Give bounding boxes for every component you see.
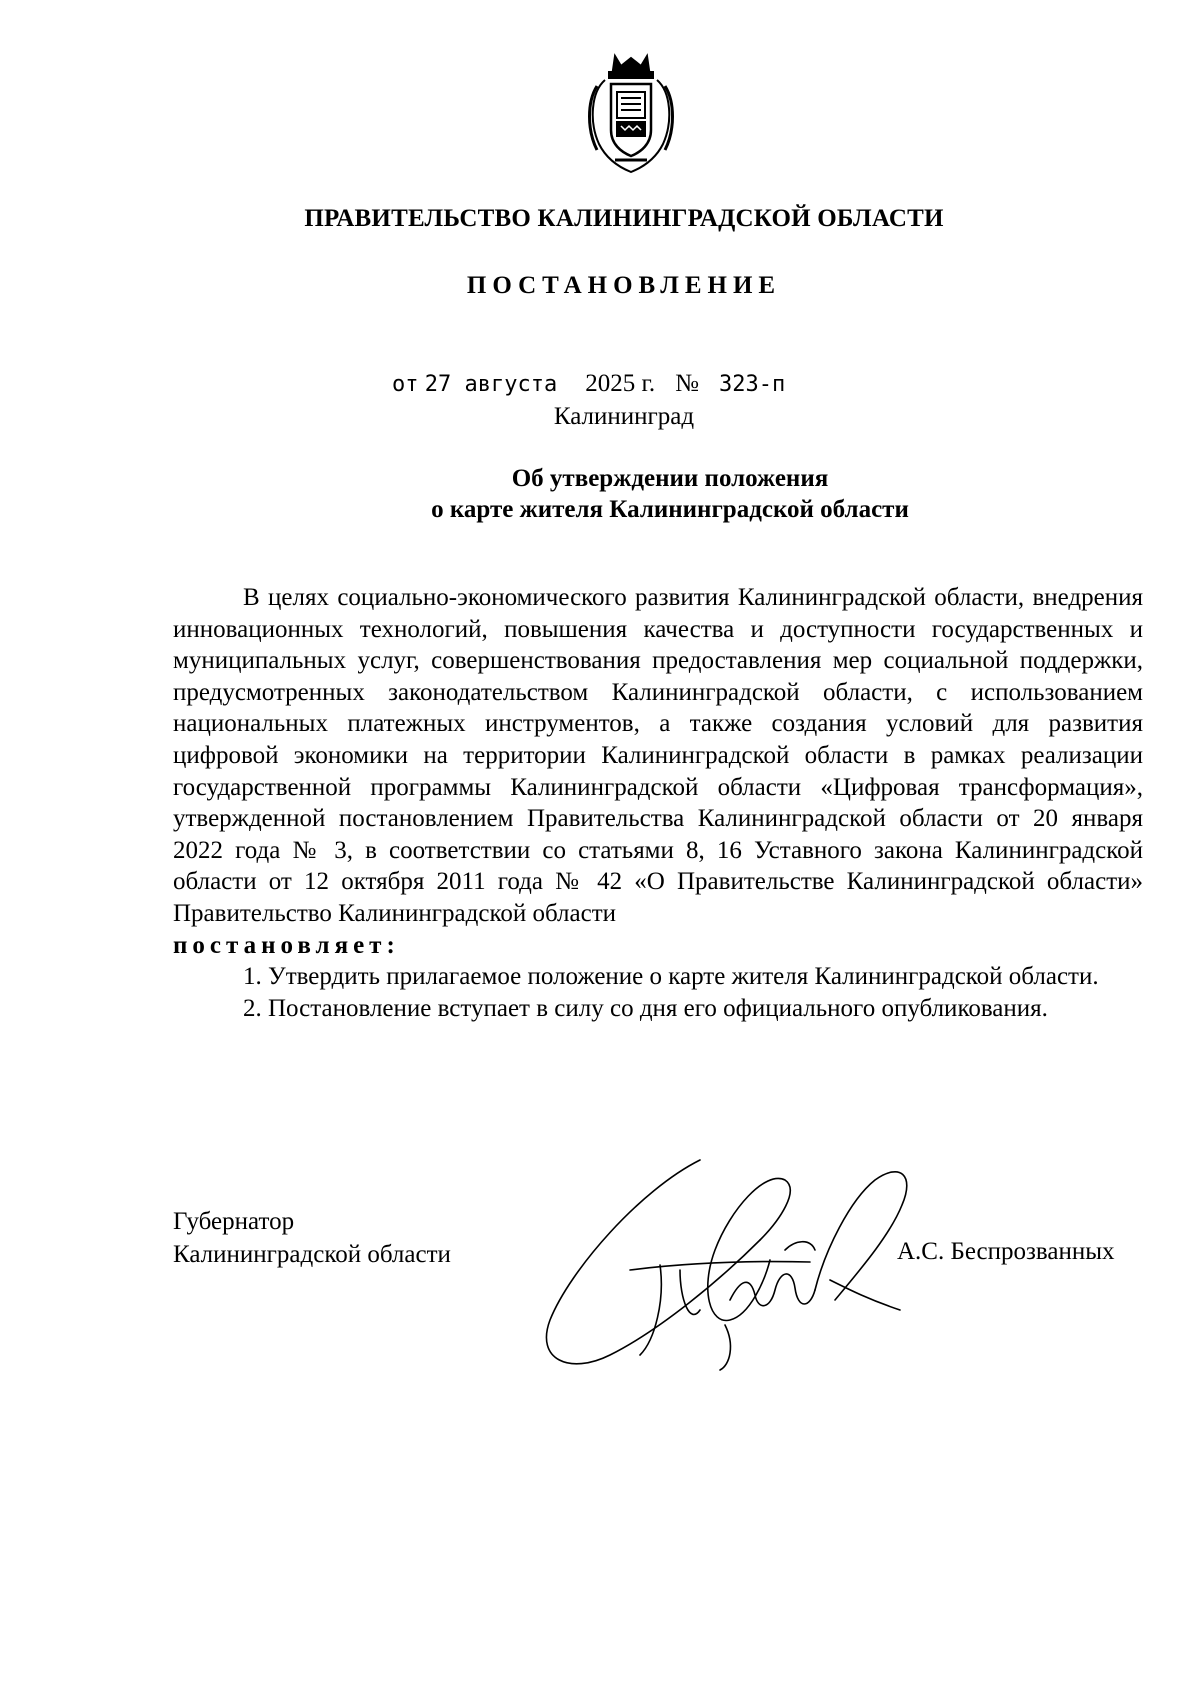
preamble-paragraph [173, 582, 1143, 961]
government-title: ПРАВИТЕЛЬСТВО КАЛИНИНГРАДСКОЙ ОБЛАСТИ [304, 205, 944, 232]
date-prefix: от [392, 372, 419, 397]
date-day-month: 27 августа [424, 372, 558, 397]
document-type: ПОСТАНОВЛЕНИЕ [466, 272, 782, 299]
item-2: 2. Постановление вступает в силу со дня его официального опубликования. [243, 994, 1048, 1022]
handwritten-signature-icon [530, 1150, 930, 1380]
document-number: 323-п [719, 372, 786, 397]
preamble-text: В целях социально-экономического развития Калининградской области, внедрения инновационных технологий, повышения качества и доступности государственных и муниципальных услуг, совершенствования предоставления мер социальной поддержки, предусмотренных законодательством Калининградской области, с использованием национальных платежных инструментов, а также создания условий для развития цифровой экономики на территории Калининградской области в рамках реализации государственной программы Калининградской области «Цифровая трансформация», утвержденной постановлением Правительства Калининградской области от 20 января 2022 года № 3, в соответствии со статьями 8, 16 Уставного закона Калининградской области от 12 октября 2011 года № 42 «О Правительстве Калининградской области» Правительство Калининградской области [173, 584, 1143, 927]
subject-line-1: Об утверждении положения [511, 465, 829, 492]
coat-of-arms-icon [585, 52, 677, 174]
position-line-1: Губернатор [173, 1208, 295, 1235]
document-subject [0, 463, 1200, 525]
subject-line-2: о карте жителя Калининградской области [431, 496, 909, 523]
document-body [173, 582, 1143, 1024]
signatory-name: А.С. Беспрозванных [897, 1238, 1115, 1265]
position-line-2: Калининградской области [173, 1241, 451, 1268]
city: Калининград [553, 403, 695, 430]
decree-word: постановляет: [173, 931, 400, 959]
signatory-position [173, 1205, 451, 1271]
number-sign: № [675, 370, 699, 397]
date-number-line [392, 370, 785, 398]
date-year: 2025 г. [585, 370, 656, 397]
item-1: 1. Утвердить прилагаемое положение о карте жителя Калининградской области. [243, 963, 1099, 991]
